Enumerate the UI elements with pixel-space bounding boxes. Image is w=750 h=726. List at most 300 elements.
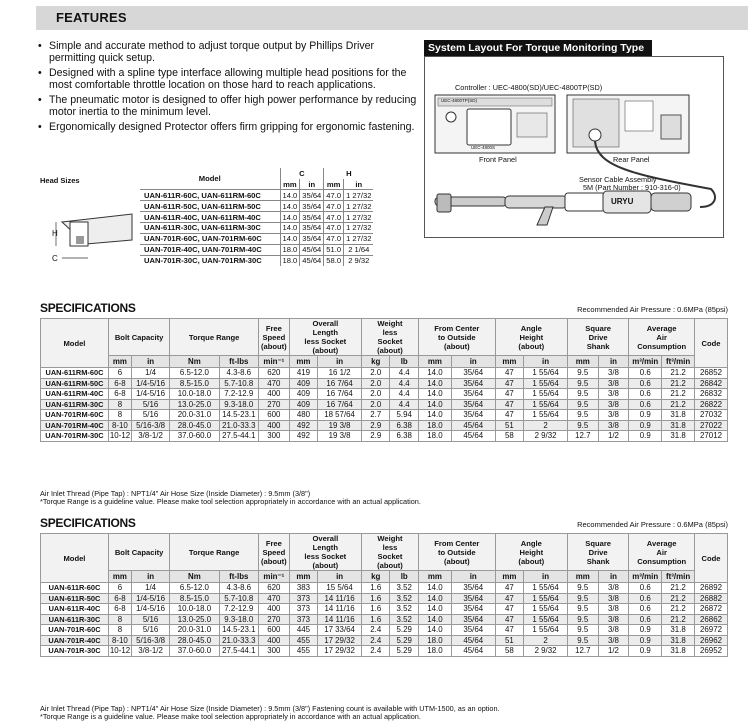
spec2-air-pressure: Recommended Air Pressure : 0.6MPa (85psi): [577, 520, 728, 529]
col-air-consumption-line: Consumption: [637, 556, 687, 566]
head-size-diagram: [40, 200, 136, 269]
spec-value: 9.5: [567, 389, 598, 400]
head-size-value: 2 1/64: [344, 244, 374, 255]
spec-value: 445: [289, 625, 317, 636]
spec-value: 383: [289, 583, 317, 594]
spec-value: 6.5-12.0: [170, 368, 219, 379]
spec-value: 9.5: [567, 410, 598, 421]
col-center-to-outside: [418, 319, 495, 356]
spec-value: 37.0-60.0: [170, 431, 219, 442]
spec-value: 4.4: [390, 368, 419, 379]
spec-value: 455: [289, 635, 317, 646]
spec-value: 6-8: [108, 593, 131, 604]
spec-value: 14.0: [418, 368, 451, 379]
spec-value: 45/64: [451, 431, 495, 442]
spec-value: 26862: [695, 614, 728, 625]
spec-unit: in: [318, 571, 362, 583]
spec1-table: [40, 318, 728, 442]
col-angle-height-line: Height: [519, 547, 544, 557]
col-air-consumption: [629, 319, 695, 356]
spec-unit: m³/min: [629, 571, 662, 583]
spec-value: 47: [495, 378, 523, 389]
spec-value: 5.29: [390, 625, 419, 636]
spec-value: 3/8: [598, 635, 629, 646]
head-size-value: 2 9/32: [344, 255, 374, 266]
spec1-note-2: *Torque Range is a guideline value. Please make tool selection appropriately in accordance with an actual application.: [40, 497, 421, 506]
spec-value: 0.6: [629, 368, 662, 379]
head-size-value: 14.0: [280, 190, 300, 201]
spec-value: 5/16: [131, 614, 169, 625]
spec-value: 0.6: [629, 378, 662, 389]
head-col-model: Model: [198, 174, 221, 184]
spec-value: 27022: [695, 420, 728, 431]
spec-value: 0.6: [629, 583, 662, 594]
col-model: Model: [41, 534, 109, 583]
col-weight-line: Weight: [377, 534, 403, 543]
spec-value: 3/8-1/2: [131, 646, 169, 657]
head-unit-in: in: [300, 179, 324, 190]
col-overall-length-line: (about): [312, 561, 339, 570]
spec-value: 26832: [695, 389, 728, 400]
col-angle-height: [495, 534, 567, 571]
col-overall-length-line: Overall: [312, 534, 339, 543]
col-free-speed-line: Speed: [262, 332, 286, 342]
spec-model: UAN-611RM-50C: [41, 378, 109, 389]
col-angle-height-line: (about): [518, 341, 545, 351]
spec-value: 5/16-3/8: [131, 635, 169, 646]
spec-value: 3/8: [598, 604, 629, 615]
spec-value: 3/8: [598, 389, 629, 400]
spec-value: 409: [289, 378, 317, 389]
brand-logo: URYU: [611, 197, 634, 206]
system-layout-title: System Layout For Torque Monitoring Type: [424, 40, 652, 56]
spec-model: UAN-701R-40C: [41, 635, 109, 646]
spec-value: 455: [289, 646, 317, 657]
spec-unit: ft-lbs: [219, 356, 258, 368]
spec-value: 10.0-18.0: [170, 389, 219, 400]
spec-value: 26972: [695, 625, 728, 636]
head-size-value: 18.0: [280, 255, 300, 266]
spec-value: 400: [259, 389, 290, 400]
spec-value: 1.6: [361, 593, 389, 604]
spec-value: 3/8: [598, 420, 629, 431]
spec-value: 6: [108, 368, 131, 379]
spec-value: 2.0: [361, 378, 389, 389]
spec-unit: in: [598, 571, 629, 583]
spec-value: 26842: [695, 378, 728, 389]
head-col-c: C: [280, 168, 324, 179]
rear-panel-label: Rear Panel: [613, 155, 650, 164]
spec-unit: in: [131, 356, 169, 368]
col-center-to-outside-line: From Center: [434, 323, 480, 333]
spec-value: 31.8: [662, 420, 695, 431]
spec-unit: kg: [361, 571, 389, 583]
spec-value: 5.29: [390, 646, 419, 657]
spec-value: 270: [259, 614, 290, 625]
spec-value: 26852: [695, 368, 728, 379]
col-angle-height-line: (about): [518, 556, 545, 566]
spec-value: 35/64: [451, 378, 495, 389]
spec-unit: mm: [567, 356, 598, 368]
head-size-value: 1 27/32: [344, 190, 374, 201]
spec-value: 5/16-3/8: [131, 420, 169, 431]
spec-value: 9.5: [567, 604, 598, 615]
spec-value: 47: [495, 410, 523, 421]
col-air-consumption-line: Average: [646, 323, 677, 333]
spec-value: 9.5: [567, 625, 598, 636]
spec-value: 3/8: [598, 583, 629, 594]
spec-value: 1/2: [598, 646, 629, 657]
col-center-to-outside-line: (about): [443, 341, 470, 351]
spec-value: 47: [495, 604, 523, 615]
spec-value: 8.5-15.0: [170, 593, 219, 604]
head-size-row: [140, 255, 373, 266]
spec-value: 10-12: [109, 431, 131, 441]
head-size-row: [140, 212, 373, 223]
spec-value: 28.0-45.0: [170, 635, 219, 646]
spec-value: 27.5-44.1: [219, 646, 258, 657]
spec-unit: min⁻¹: [259, 356, 290, 368]
spec-value: 35/64: [451, 593, 495, 604]
col-square-drive: [567, 319, 628, 356]
col-air-consumption-line: Air: [656, 547, 667, 557]
spec-value: 47: [495, 399, 523, 410]
col-air-consumption-line: Air: [656, 332, 667, 342]
spec-unit: Nm: [170, 571, 219, 583]
spec-value: 0.9: [629, 625, 662, 636]
spec-value: 9.3-18.0: [219, 614, 258, 625]
spec-model: UAN-701RM-40C: [41, 420, 109, 431]
spec-row: [41, 389, 728, 400]
spec-value: 6-8: [108, 389, 131, 400]
col-weight: [361, 534, 418, 571]
spec-value: 14 11/16: [318, 593, 362, 604]
col-code: Code: [695, 534, 728, 583]
spec-value: 10.0-18.0: [170, 604, 219, 615]
head-size-model: UAN-611R-50C, UAN-611RM-50C: [140, 201, 280, 212]
spec-value: 8-10: [108, 635, 131, 646]
features-header: [36, 6, 748, 30]
spec-value: 18.0: [418, 431, 451, 442]
head-size-value: 14.0: [280, 201, 300, 212]
spec-value: 1.6: [361, 604, 389, 615]
spec-value: 9.5: [567, 378, 598, 389]
spec-value: 4.4: [390, 399, 419, 410]
spec-value: 5.7-10.8: [219, 378, 258, 389]
spec-unit-row: [41, 571, 728, 583]
spec-value: 10-12: [109, 646, 131, 656]
spec-value: 9.5: [567, 635, 598, 646]
spec-value: 16 1/2: [318, 368, 362, 379]
head-size-model: UAN-701R-60C, UAN-701RM-60C: [140, 233, 280, 244]
spec-value: 45/64: [451, 635, 495, 646]
col-center-to-outside: [418, 534, 495, 571]
spec-value: 35/64: [451, 625, 495, 636]
spec-value: 3/8-1/2: [131, 431, 169, 442]
head-sizes-table: [140, 168, 373, 266]
feature-bullet: • Simple and accurate method to adjust torque output by Phillips Driver permitting quick setup.: [38, 40, 418, 64]
spec-value: 0.9: [629, 646, 662, 657]
spec-value: 9.3-18.0: [219, 399, 258, 410]
head-size-value: 1 27/32: [344, 201, 374, 212]
spec-value: 3/8: [598, 368, 629, 379]
spec-model: UAN-611RM-30C: [41, 399, 109, 410]
spec-value: 31.8: [662, 635, 695, 646]
spec-value: 1/4-5/16: [131, 604, 169, 615]
col-angle-height-line: Angle: [520, 538, 542, 548]
col-weight-line: Weight: [377, 319, 403, 328]
spec-value: 5/16: [131, 625, 169, 636]
spec-unit: mm: [567, 571, 598, 583]
head-sizes-label: Head Sizes: [40, 176, 80, 185]
spec-value: 18.0: [418, 420, 451, 431]
spec-model: UAN-611RM-60C: [41, 368, 109, 379]
spec-value: 1 55/64: [524, 593, 568, 604]
head-size-model: UAN-611R-60C, UAN-611RM-60C: [140, 190, 280, 201]
spec-unit: mm: [108, 571, 131, 583]
spec-value: 4.3-8.6: [219, 583, 258, 594]
spec-row: [41, 410, 728, 421]
col-model: Model: [41, 319, 109, 368]
spec-value: 21.2: [662, 368, 695, 379]
spec-value: 1.6: [361, 614, 389, 625]
spec-value: 18.0: [418, 635, 451, 646]
spec-value: 6.38: [390, 420, 419, 431]
spec-value: 6.38: [390, 431, 419, 442]
spec-value: 1 55/64: [524, 378, 568, 389]
spec-value: 620: [259, 583, 290, 594]
spec-unit: in: [598, 356, 629, 368]
spec-value: 6: [108, 583, 131, 594]
spec-value: 3.52: [390, 604, 419, 615]
system-layout-diagram: [424, 56, 724, 238]
col-overall-length-line: (about): [312, 346, 339, 355]
spec-value: 16 7/64: [318, 389, 362, 400]
head-size-value: 45/64: [300, 244, 324, 255]
spec-value: 1 55/64: [524, 410, 568, 421]
spec-value: 2.4: [361, 635, 389, 646]
spec-value: 3/8: [598, 378, 629, 389]
spec-value: 16 7/64: [318, 399, 362, 410]
head-size-value: 47.0: [324, 233, 344, 244]
spec-value: 1/4: [131, 583, 169, 594]
spec-value: 4.4: [390, 378, 419, 389]
spec-value: 45/64: [451, 646, 495, 657]
spec-value: 18 57/64: [318, 410, 362, 421]
spec-row: [41, 604, 728, 615]
head-col-h: H: [324, 168, 374, 179]
spec-value: 2.0: [361, 368, 389, 379]
spec-value: 21.0-33.3: [219, 635, 258, 646]
spec-value: 1/2: [598, 431, 629, 442]
spec-unit: kg: [361, 356, 389, 368]
head-unit-mm: mm: [324, 179, 344, 190]
feature-bullet: • The pneumatic motor is designed to offer high power performance by reducing motor inertia to the minimum level.: [38, 94, 418, 118]
spec-value: 8: [108, 399, 131, 410]
spec-row: [41, 593, 728, 604]
spec-row: [41, 635, 728, 646]
spec-value: 14.5-23.1: [219, 625, 258, 636]
col-center-to-outside-line: to Outside: [438, 332, 476, 342]
spec-value: 470: [259, 593, 290, 604]
col-torque-range: Torque Range: [170, 319, 259, 356]
spec-value: 0.6: [629, 593, 662, 604]
spec-unit: mm: [495, 571, 523, 583]
spec-value: 47: [495, 625, 523, 636]
spec-value: 26962: [695, 635, 728, 646]
spec-value: 8: [108, 614, 131, 625]
spec-value: 1 55/64: [524, 604, 568, 615]
spec-value: 600: [259, 410, 290, 421]
spec-value: 9.5: [567, 368, 598, 379]
spec-value: 35/64: [451, 368, 495, 379]
spec-value: 6.5-12.0: [170, 583, 219, 594]
spec-unit: ft³/min: [662, 571, 695, 583]
spec-unit: in: [524, 356, 568, 368]
head-size-value: 35/64: [300, 190, 324, 201]
spec-value: 26822: [695, 399, 728, 410]
spec-value: 9.5: [567, 420, 598, 431]
spec-value: 47: [495, 368, 523, 379]
spec-value: 14.0: [418, 614, 451, 625]
spec-value: 1/4-5/16: [131, 389, 169, 400]
col-weight-line: (about): [377, 561, 403, 570]
spec-unit-row: [41, 356, 728, 368]
spec-value: 26952: [695, 646, 728, 657]
col-square-drive-line: Square: [585, 538, 611, 548]
spec-value: 14.0: [418, 378, 451, 389]
spec-model: UAN-611R-50C: [41, 593, 109, 604]
spec2-note-1: Air Inlet Thread (Pipe Tap) : NPT1/4" Air Hose Size (Inside Diameter) : 9.5mm (3/8") Fastening count is available with UTM-1500, as an option.: [40, 704, 500, 713]
head-size-value: 1 27/32: [344, 212, 374, 223]
col-overall-length-line: less Socket: [304, 337, 347, 346]
spec-value: 3/8: [598, 399, 629, 410]
spec-value: 480: [289, 410, 317, 421]
spec-value: 9.5: [567, 614, 598, 625]
spec-value: 37.0-60.0: [170, 646, 219, 657]
spec-value: 3/8: [598, 625, 629, 636]
spec-value: 2.0: [361, 389, 389, 400]
spec-value: 4.4: [390, 389, 419, 400]
col-weight-line: Socket: [377, 552, 403, 561]
col-center-to-outside-line: From Center: [434, 538, 480, 548]
spec-value: 0.9: [629, 431, 662, 442]
spec-unit: mm: [418, 571, 451, 583]
spec-row: [41, 583, 728, 594]
spec-value: 3.52: [390, 614, 419, 625]
spec-value: 1 55/64: [524, 389, 568, 400]
head-size-value: 58.0: [324, 255, 344, 266]
col-overall-length-line: less Socket: [304, 552, 347, 561]
spec-row: [41, 378, 728, 389]
spec-value: 31.8: [662, 431, 695, 442]
spec-value: 492: [289, 431, 317, 442]
spec-value: 35/64: [451, 583, 495, 594]
spec-value: 35/64: [451, 399, 495, 410]
spec-value: 8-10: [108, 420, 131, 431]
col-overall-length-line: Length: [312, 543, 338, 552]
spec-value: 19 3/8: [318, 420, 362, 431]
head-size-value: 51.0: [324, 244, 344, 255]
spec-value: 300: [259, 646, 290, 657]
spec-value: 0.9: [629, 420, 662, 431]
col-free-speed-line: (about): [260, 556, 287, 566]
controller-label: Controller : UEC-4800(SD)/UEC-4800TP(SD): [455, 83, 603, 92]
spec-value: 5.7-10.8: [219, 593, 258, 604]
spec-value: 14.0: [418, 593, 451, 604]
spec-unit: mm: [108, 356, 131, 368]
spec-value: 5.94: [390, 410, 419, 421]
spec-model: UAN-701RM-30C: [41, 431, 109, 442]
head-unit-mm: mm: [280, 179, 300, 190]
spec-value: 400: [259, 604, 290, 615]
spec-value: 300: [259, 431, 290, 442]
spec-value: 12.7: [567, 431, 598, 442]
spec-unit: min⁻¹: [259, 571, 290, 583]
spec-value: 8: [108, 625, 131, 636]
spec-header-row: [41, 319, 728, 356]
spec-row: [41, 431, 728, 442]
spec-value: 21.2: [662, 389, 695, 400]
col-free-speed: [259, 319, 290, 356]
spec-value: 4.3-8.6: [219, 368, 258, 379]
spec-value: 2.9: [361, 420, 389, 431]
spec-value: 14.0: [418, 399, 451, 410]
spec-value: 27012: [695, 431, 728, 442]
spec-value: 419: [289, 368, 317, 379]
spec-value: 2.4: [361, 625, 389, 636]
spec-unit: in: [451, 356, 495, 368]
spec-model: UAN-701RM-60C: [41, 410, 109, 421]
spec-value: 6-8: [108, 604, 131, 615]
spec-value: 21.2: [662, 614, 695, 625]
spec-value: 14 11/16: [318, 614, 362, 625]
spec-value: 17 33/64: [318, 625, 362, 636]
spec-value: 28.0-45.0: [170, 420, 219, 431]
spec-value: 20.0-31.0: [170, 410, 219, 421]
head-size-model: UAN-701R-30C, UAN-701RM-30C: [140, 255, 280, 266]
spec-value: 31.8: [662, 646, 695, 657]
spec-value: 1.6: [361, 583, 389, 594]
spec-value: 58: [495, 431, 523, 442]
spec-value: 15 5/64: [318, 583, 362, 594]
spec-value: 0.9: [629, 635, 662, 646]
spec-value: 0.6: [629, 399, 662, 410]
head-size-value: 47.0: [324, 190, 344, 201]
col-bolt-capacity: Bolt Capacity: [108, 534, 169, 571]
spec-value: 3/8: [598, 593, 629, 604]
head-size-value: 47.0: [324, 222, 344, 233]
spec-value: 5/16: [131, 410, 169, 421]
front-panel-label: Front Panel: [479, 155, 517, 164]
spec-value: 47: [495, 614, 523, 625]
spec-value: 409: [289, 389, 317, 400]
cable-label-2: 5M (Part Number : 910-316-0): [583, 183, 681, 192]
spec-value: 5/16: [131, 399, 169, 410]
spec-value: 27.5-44.1: [219, 431, 258, 442]
spec-value: 13.0-25.0: [170, 614, 219, 625]
spec-value: 3/8: [598, 410, 629, 421]
device-text-1: UEC-4800TP(SD): [441, 98, 478, 103]
spec1-title: SPECIFICATIONS: [40, 301, 136, 315]
col-free-speed-line: Speed: [262, 547, 286, 557]
spec-value: 47: [495, 593, 523, 604]
spec-row: [41, 625, 728, 636]
spec-row: [41, 614, 728, 625]
spec-value: 1 55/64: [524, 625, 568, 636]
spec-value: 2.7: [361, 410, 389, 421]
head-size-value: 35/64: [300, 201, 324, 212]
